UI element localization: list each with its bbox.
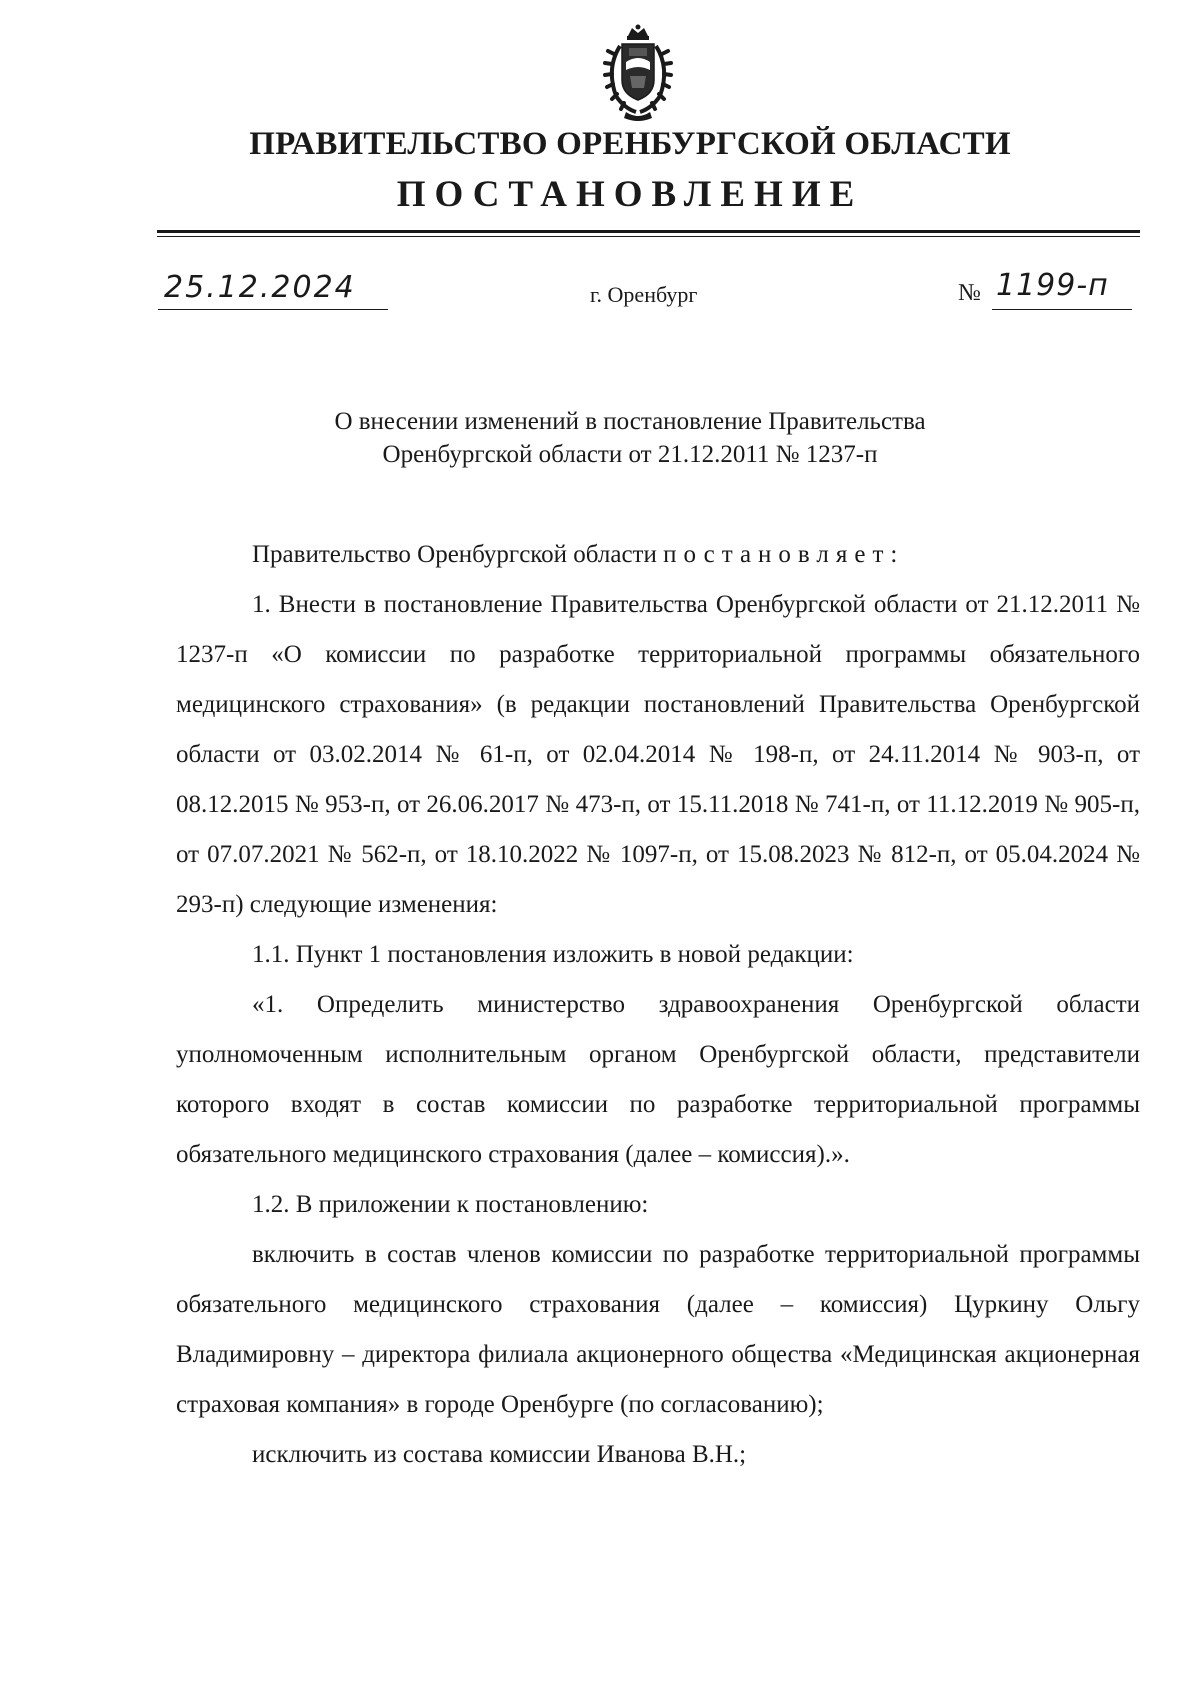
paragraph-1-1-quote: «1. Определить министерство здравоохранения Оренбургской области уполномоченным исполнительным органом Оренбургской области, представители которого входят в состав комиссии по разработке территориальной программы обязательного медицинского страхования (далее – комиссия).». — [176, 991, 1140, 1168]
paragraph-1-2: 1.2. В приложении к постановлению: — [252, 1191, 649, 1218]
date-underline — [158, 309, 388, 310]
number-sign: № — [958, 280, 981, 306]
preamble — [176, 530, 1140, 580]
paragraph-include: включить в состав членов комиссии по разработке территориальной программы обязательного медицинского страхования (далее – комиссия) Цуркину Ольгу Владимировну – директора филиала акционерного общества «Медицинская акционерная страховая компания» в городе Оренбурге (по согласованию); — [176, 1241, 1140, 1418]
number-underline — [992, 309, 1132, 310]
paragraph-exclude: исключить из состава комиссии Иванова В.Н.; — [252, 1441, 747, 1468]
coat-of-arms-icon — [600, 24, 676, 122]
document-date: 25.12.2024 — [164, 270, 356, 305]
paragraph-1: 1. Внести в постановление Правительства Оренбургской области от 21.12.2011 № 1237-п «О комиссии по разработке территориальной программы обязательного медицинского страхования» (в редакции постановлений Правительства Оренбургской области от 03.02.2014 № 61-п, от 02.04.2014 № 198-п, от 24.11.2014 № 903-п, от 08.12.2015 № 953-п, от 26.06.2017 № 473-п, от 15.11.2018 № 741-п, от 11.12.2019 № 905-п, от 07.07.2021 № 562-п, от 18.10.2022 № 1097-п, от 15.08.2023 № 812-п, от 05.04.2024 № 293-п) следующие изменения: — [176, 591, 1140, 918]
subject-line-1: О внесении изменений в постановление Правительства — [334, 408, 926, 435]
document-body — [176, 530, 1140, 1480]
header-divider-thin — [157, 236, 1140, 237]
document-number: 1199-п — [996, 268, 1109, 303]
government-title: ПРАВИТЕЛЬСТВО ОРЕНБУРГСКОЙ ОБЛАСТИ — [249, 126, 1011, 162]
document-subject — [0, 405, 1200, 471]
document-type: ПОСТАНОВЛЕНИЕ — [396, 174, 864, 215]
document-city: г. Оренбург — [590, 282, 698, 307]
paragraph-1-1: 1.1. Пункт 1 постановления изложить в новой редакции: — [252, 941, 854, 968]
preamble-prefix: Правительство Оренбургской области — [252, 541, 657, 568]
header-divider-thick — [157, 230, 1140, 233]
subject-line-2: Оренбургской области от 21.12.2011 № 1237-п — [382, 441, 878, 468]
preamble-verb: постановляет: — [663, 541, 905, 568]
